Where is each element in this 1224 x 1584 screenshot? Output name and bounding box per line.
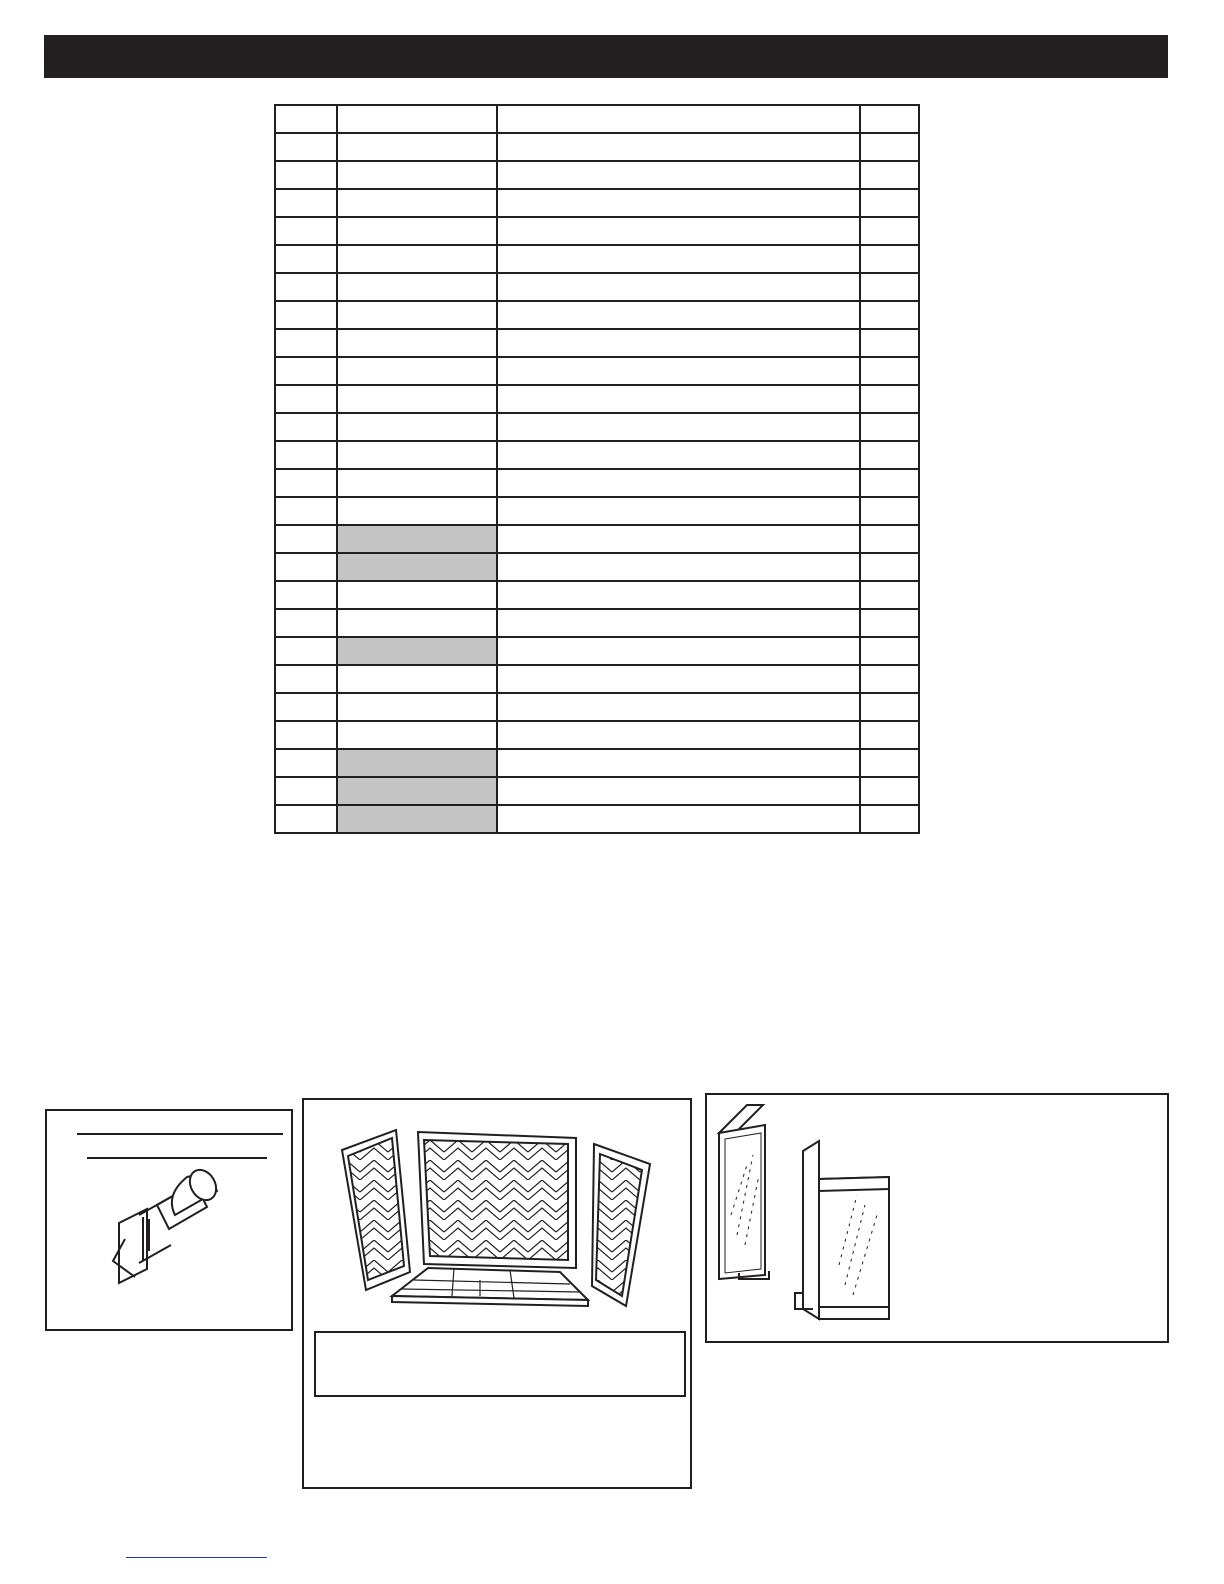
table-cell (497, 217, 860, 245)
table-cell (275, 301, 337, 329)
table-cell (275, 581, 337, 609)
table-cell (497, 161, 860, 189)
table-cell (337, 301, 497, 329)
table-cell (275, 497, 337, 525)
glass-doors-icon (707, 1095, 1167, 1341)
table-cell (275, 553, 337, 581)
table-cell (497, 385, 860, 413)
table-row (275, 525, 919, 553)
table-cell (337, 665, 497, 693)
parts-list-table (274, 104, 920, 834)
table-cell (275, 189, 337, 217)
table-row (275, 413, 919, 441)
table-cell (275, 413, 337, 441)
table-cell (860, 805, 919, 833)
table-cell (497, 525, 860, 553)
table-cell (497, 777, 860, 805)
table-row (275, 385, 919, 413)
table-row (275, 553, 919, 581)
table-cell (337, 805, 497, 833)
table-cell (860, 749, 919, 777)
table-cell (497, 581, 860, 609)
table-cell (275, 609, 337, 637)
table-cell (275, 329, 337, 357)
footer-link-underline[interactable] (126, 1557, 267, 1558)
table-cell (497, 301, 860, 329)
table-cell (337, 133, 497, 161)
table-cell (337, 609, 497, 637)
table-cell (337, 637, 497, 665)
table-cell (860, 553, 919, 581)
table-cell (860, 217, 919, 245)
table-cell (497, 497, 860, 525)
table-cell (497, 553, 860, 581)
table-row (275, 469, 919, 497)
table-row (275, 721, 919, 749)
table-cell (337, 749, 497, 777)
thimble-panel (45, 1109, 293, 1331)
table-cell (860, 273, 919, 301)
page-header-banner (44, 35, 1168, 78)
table-cell (860, 413, 919, 441)
table-cell (497, 273, 860, 301)
table-cell (497, 133, 860, 161)
table-row (275, 133, 919, 161)
table-cell (497, 637, 860, 665)
column-header (860, 105, 919, 133)
wall-thimble-icon (47, 1111, 291, 1329)
table-cell (860, 497, 919, 525)
table-cell (275, 693, 337, 721)
table-cell (337, 161, 497, 189)
table-cell (497, 721, 860, 749)
table-cell (275, 805, 337, 833)
table-cell (860, 133, 919, 161)
table-row (275, 329, 919, 357)
table-cell (275, 273, 337, 301)
table-cell (497, 805, 860, 833)
table-cell (860, 777, 919, 805)
table-cell (497, 189, 860, 217)
table-cell (275, 161, 337, 189)
table-cell (860, 665, 919, 693)
table-cell (860, 609, 919, 637)
table-cell (337, 553, 497, 581)
table-cell (497, 245, 860, 273)
table-cell (275, 133, 337, 161)
table-cell (337, 385, 497, 413)
table-cell (275, 469, 337, 497)
table-cell (337, 245, 497, 273)
table-row (275, 637, 919, 665)
table-cell (275, 749, 337, 777)
table-cell (860, 329, 919, 357)
table-row (275, 161, 919, 189)
table-cell (860, 245, 919, 273)
glass-door-panel (705, 1093, 1169, 1343)
table-row (275, 665, 919, 693)
table-cell (497, 469, 860, 497)
table-cell (337, 721, 497, 749)
table-cell (275, 777, 337, 805)
table-row (275, 777, 919, 805)
table-cell (497, 749, 860, 777)
table-cell (497, 609, 860, 637)
table-row (275, 301, 919, 329)
column-header (497, 105, 860, 133)
table-row (275, 189, 919, 217)
table-cell (337, 441, 497, 469)
table-cell (860, 385, 919, 413)
table-cell (497, 441, 860, 469)
table-cell (337, 413, 497, 441)
table-header-row (275, 105, 919, 133)
table-cell (337, 357, 497, 385)
table-cell (337, 217, 497, 245)
table-row (275, 497, 919, 525)
table-row (275, 805, 919, 833)
table-row (275, 441, 919, 469)
table-cell (275, 637, 337, 665)
table-cell (337, 329, 497, 357)
table-cell (860, 189, 919, 217)
table-cell (497, 329, 860, 357)
herringbone-brick-liner-icon (304, 1100, 690, 1320)
table-cell (337, 273, 497, 301)
brick-liner-caption-box (314, 1331, 686, 1397)
table-cell (497, 357, 860, 385)
column-header (337, 105, 497, 133)
table-cell (860, 525, 919, 553)
table-cell (337, 581, 497, 609)
table-row (275, 273, 919, 301)
table-row (275, 609, 919, 637)
table-cell (497, 665, 860, 693)
table-cell (275, 245, 337, 273)
table-row (275, 693, 919, 721)
table-cell (337, 693, 497, 721)
table-row (275, 581, 919, 609)
table-row (275, 217, 919, 245)
parts-table-body (275, 133, 919, 833)
table-cell (275, 721, 337, 749)
table-cell (860, 301, 919, 329)
table-cell (275, 357, 337, 385)
table-cell (337, 189, 497, 217)
table-row (275, 749, 919, 777)
table-row (275, 357, 919, 385)
table-cell (860, 693, 919, 721)
table-cell (860, 357, 919, 385)
table-cell (860, 721, 919, 749)
table-cell (337, 525, 497, 553)
table-cell (860, 469, 919, 497)
table-cell (860, 161, 919, 189)
table-cell (275, 665, 337, 693)
table-cell (860, 581, 919, 609)
table-cell (337, 497, 497, 525)
table-cell (275, 385, 337, 413)
table-cell (337, 469, 497, 497)
table-cell (860, 441, 919, 469)
table-cell (497, 693, 860, 721)
table-cell (497, 413, 860, 441)
table-cell (860, 637, 919, 665)
column-header (275, 105, 337, 133)
table-cell (275, 525, 337, 553)
table-cell (275, 217, 337, 245)
brick-liner-panel (302, 1098, 692, 1489)
table-cell (275, 441, 337, 469)
table-cell (337, 777, 497, 805)
table-row (275, 245, 919, 273)
